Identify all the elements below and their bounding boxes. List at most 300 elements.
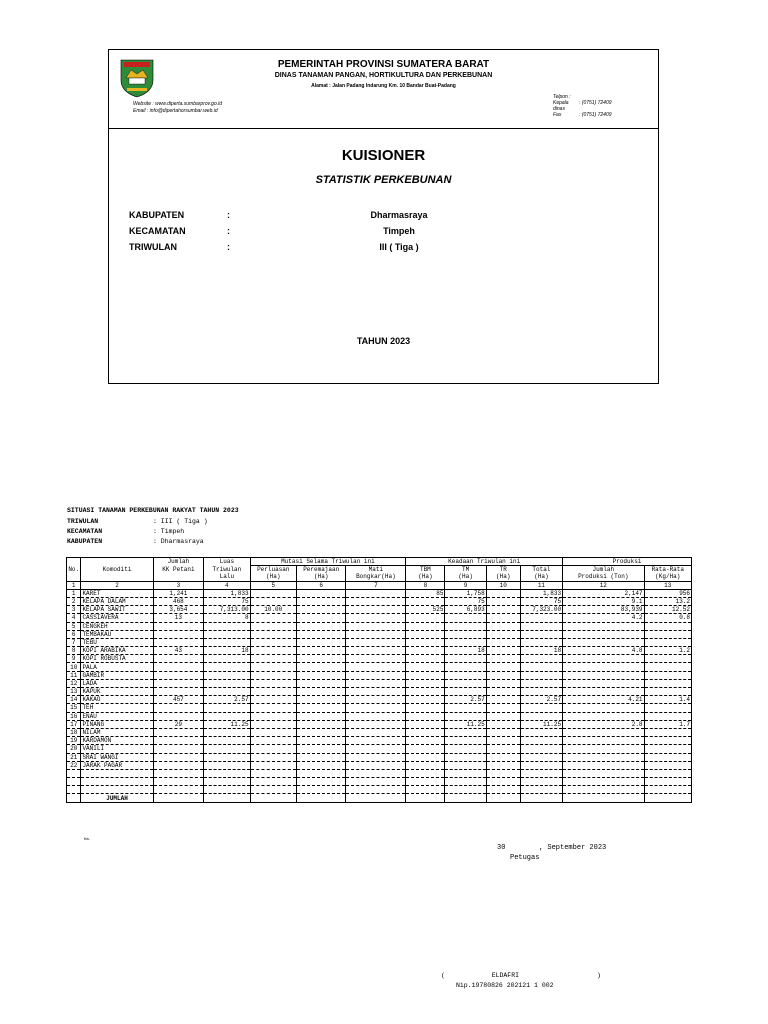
cell-perluasan: 10.00	[250, 606, 296, 614]
cell-perluasan	[250, 630, 296, 638]
cell-total	[520, 614, 562, 622]
cell-tm: 18	[445, 647, 486, 655]
signer-nip: Nip.19780826 202121 1 002	[456, 982, 554, 989]
col-number: 11	[520, 581, 562, 589]
cell-rata	[644, 655, 691, 663]
cell-peremajaan	[296, 589, 346, 597]
cell-perluasan	[250, 597, 296, 605]
cell-mati	[346, 704, 406, 712]
cell-jumlah	[563, 688, 644, 696]
col-jumlah-header-1: Jumlah	[563, 566, 644, 574]
cell-komoditi: VANILI	[81, 745, 153, 753]
cell-perluasan	[250, 622, 296, 630]
cell-kk	[153, 622, 204, 630]
cell-komoditi: PALA	[81, 663, 153, 671]
cell-kk	[153, 663, 204, 671]
cell-kk	[153, 761, 204, 769]
cell-tr	[486, 688, 520, 696]
cell-peremajaan	[296, 630, 346, 638]
cell-jumlah	[563, 655, 644, 663]
cell-no: 11	[67, 671, 81, 679]
cell-no: 18	[67, 728, 81, 736]
cell-tbm	[406, 696, 445, 704]
cell-peremajaan	[296, 638, 346, 646]
cell-tbm	[406, 614, 445, 622]
cell-komoditi	[81, 769, 153, 777]
cell-luas	[204, 622, 250, 630]
col-number: 10	[486, 581, 520, 589]
cell-total	[520, 679, 562, 687]
cell-tr	[486, 786, 520, 794]
cell-total	[520, 769, 562, 777]
col-tbm-header-1: TBM	[406, 566, 445, 574]
col-tr-header-1: TR	[486, 566, 520, 574]
phone-contact	[553, 94, 612, 118]
total-cell	[67, 794, 81, 802]
cell-total	[520, 655, 562, 663]
cell-tr	[486, 753, 520, 761]
cover-year: TAHUN 2023	[356, 336, 411, 346]
cell-tbm	[406, 778, 445, 786]
cell-luas	[204, 753, 250, 761]
web-contact	[133, 101, 222, 115]
cell-total: 7,323.00	[520, 606, 562, 614]
col-mati-header-2: Bongkar(Ha)	[346, 573, 406, 581]
cell-tr	[486, 778, 520, 786]
cell-luas	[204, 786, 250, 794]
cell-jumlah	[563, 753, 644, 761]
total-cell	[153, 794, 204, 802]
cell-peremajaan	[296, 679, 346, 687]
kecamatan-label: KECAMATAN	[129, 226, 186, 236]
cell-no: 1	[67, 589, 81, 597]
mutasi-group-header: Mutasi Selama Triwulan ini	[250, 558, 406, 566]
cell-peremajaan	[296, 622, 346, 630]
cell-rata	[644, 769, 691, 777]
cell-kk: 1,241	[153, 589, 204, 597]
cell-no: 6	[67, 630, 81, 638]
cell-tbm	[406, 753, 445, 761]
cell-peremajaan	[296, 753, 346, 761]
cell-mati	[346, 688, 406, 696]
cell-perluasan	[250, 712, 296, 720]
cell-mati	[346, 769, 406, 777]
telpon-label: Telpon :	[553, 94, 571, 100]
cell-total	[520, 671, 562, 679]
cell-tr	[486, 630, 520, 638]
col-number: 6	[296, 581, 346, 589]
table-row	[67, 630, 692, 638]
cell-tr	[486, 614, 520, 622]
cell-tm	[445, 728, 486, 736]
government-title: PEMERINTAH PROVINSI SUMATERA BARAT	[277, 59, 490, 70]
cell-tm	[445, 688, 486, 696]
table-row	[67, 769, 692, 777]
cell-mati	[346, 761, 406, 769]
cell-tm	[445, 638, 486, 646]
cell-jumlah	[563, 638, 644, 646]
cell-no: 3	[67, 606, 81, 614]
col-luas-header-3: Lalu	[204, 573, 250, 581]
cell-luas	[204, 745, 250, 753]
cell-total	[520, 704, 562, 712]
kabupaten-colon: :	[227, 210, 230, 220]
cell-no: 8	[67, 647, 81, 655]
situation-kabupaten-value: : Dharmasraya	[153, 538, 204, 545]
cell-peremajaan	[296, 786, 346, 794]
produksi-group-header: Produksi	[563, 558, 692, 566]
cell-tr	[486, 606, 520, 614]
table-row	[67, 761, 692, 769]
total-cell	[204, 794, 250, 802]
cell-kk: 43	[153, 647, 204, 655]
cell-perluasan	[250, 614, 296, 622]
table-row	[67, 712, 692, 720]
cell-rata	[644, 712, 691, 720]
cell-jumlah: 4.8	[563, 647, 644, 655]
cell-no: 9	[67, 655, 81, 663]
col-luas-header-1: Luas	[204, 558, 250, 566]
total-cell	[406, 794, 445, 802]
cell-komoditi: KAPUK	[81, 688, 153, 696]
cell-komoditi: KARET	[81, 589, 153, 597]
cell-perluasan	[250, 745, 296, 753]
cell-luas	[204, 761, 250, 769]
cell-komoditi: TEMBAKAU	[81, 630, 153, 638]
cell-komoditi: SRAI WANGI	[81, 753, 153, 761]
table-body	[67, 581, 692, 802]
table-row	[67, 679, 692, 687]
table-row	[67, 737, 692, 745]
col-number: 13	[644, 581, 691, 589]
cell-kk: 29	[153, 720, 204, 728]
cell-perluasan	[250, 647, 296, 655]
cell-kk: 3,654	[153, 606, 204, 614]
cell-komoditi	[81, 778, 153, 786]
cell-komoditi: JARAK PAGAR	[81, 761, 153, 769]
cell-total	[520, 737, 562, 745]
cell-tr	[486, 589, 520, 597]
cell-tm	[445, 679, 486, 687]
cell-peremajaan	[296, 737, 346, 745]
cell-tm	[445, 630, 486, 638]
cell-luas: 8	[204, 614, 250, 622]
kecamatan-colon: :	[227, 226, 230, 236]
cell-luas	[204, 663, 250, 671]
cell-tbm	[406, 720, 445, 728]
total-cell	[644, 794, 691, 802]
petugas-label: Petugas	[510, 854, 540, 862]
cell-jumlah	[563, 745, 644, 753]
cell-rata	[644, 753, 691, 761]
cell-mati	[346, 647, 406, 655]
cell-perluasan	[250, 737, 296, 745]
table-row	[67, 671, 692, 679]
total-cell	[563, 794, 644, 802]
situation-kabupaten-label: KABUPATEN	[67, 538, 103, 545]
cell-komoditi: NILAM	[81, 728, 153, 736]
col-number: 12	[563, 581, 644, 589]
cell-no: 20	[67, 745, 81, 753]
cell-tr	[486, 679, 520, 687]
table-row	[67, 614, 692, 622]
cell-total: 75	[520, 597, 562, 605]
col-kk-header-1: Jumlah	[153, 558, 204, 566]
cell-jumlah: 83,939	[563, 606, 644, 614]
cell-no: 13	[67, 688, 81, 696]
cell-perluasan	[250, 688, 296, 696]
triwulan-colon: :	[227, 242, 230, 252]
col-number: 1	[67, 581, 81, 589]
cell-kk	[153, 638, 204, 646]
cell-perluasan	[250, 655, 296, 663]
cell-peremajaan	[296, 728, 346, 736]
col-tbm-header-2: (Ha)	[406, 573, 445, 581]
cell-kk: 457	[153, 696, 204, 704]
cell-luas	[204, 737, 250, 745]
col-perluasan-header-1: Perluasan	[250, 566, 296, 574]
kepala-dinas-label: Kepala dinas	[553, 100, 569, 112]
cell-mati	[346, 753, 406, 761]
total-cell	[486, 794, 520, 802]
cell-peremajaan	[296, 745, 346, 753]
cell-tm	[445, 614, 486, 622]
cell-tbm	[406, 769, 445, 777]
cell-tm	[445, 704, 486, 712]
cell-no	[67, 778, 81, 786]
col-tm-header-1: TM	[445, 566, 486, 574]
cell-jumlah	[563, 679, 644, 687]
total-cell	[445, 794, 486, 802]
cell-tm: 11.25	[445, 720, 486, 728]
cell-perluasan	[250, 671, 296, 679]
cell-peremajaan	[296, 778, 346, 786]
fax-row	[553, 112, 612, 118]
total-cell	[346, 794, 406, 802]
cell-luas	[204, 688, 250, 696]
table-row	[67, 688, 692, 696]
cell-mati	[346, 679, 406, 687]
cell-luas	[204, 655, 250, 663]
table-row	[67, 720, 692, 728]
cell-jumlah	[563, 704, 644, 712]
cover-subtitle: STATISTIK PERKEBUNAN	[315, 174, 452, 186]
cell-mati	[346, 745, 406, 753]
cell-kk	[153, 671, 204, 679]
cell-tm	[445, 622, 486, 630]
cell-rata	[644, 728, 691, 736]
cell-kk	[153, 753, 204, 761]
col-kk-header-2: KK Petani	[153, 566, 204, 574]
cell-tbm	[406, 745, 445, 753]
cell-luas	[204, 778, 250, 786]
cell-no: 7	[67, 638, 81, 646]
cell-kk: 13	[153, 614, 204, 622]
cell-jumlah	[563, 630, 644, 638]
cell-peremajaan	[296, 655, 346, 663]
cell-tr	[486, 696, 520, 704]
cell-mati	[346, 663, 406, 671]
cell-jumlah	[563, 663, 644, 671]
cell-tbm	[406, 622, 445, 630]
kepala-dinas-value: : (0751) 72409	[579, 100, 612, 106]
cell-no	[67, 769, 81, 777]
col-jumlah-header-2: Produksi (Ton)	[563, 573, 644, 581]
cell-total	[520, 663, 562, 671]
cell-mati	[346, 614, 406, 622]
cell-jumlah	[563, 622, 644, 630]
cell-jumlah	[563, 769, 644, 777]
cell-luas	[204, 630, 250, 638]
cover-box	[108, 49, 659, 384]
cell-no: 4	[67, 614, 81, 622]
cell-perluasan	[250, 778, 296, 786]
cell-kk	[153, 688, 204, 696]
cell-tr	[486, 704, 520, 712]
cell-tbm	[406, 704, 445, 712]
col-tr-header-2: (Ha)	[486, 573, 520, 581]
table-row	[67, 622, 692, 630]
cell-tm: 6,893	[445, 606, 486, 614]
total-label: JUMLAH	[81, 794, 153, 802]
cell-no: 10	[67, 663, 81, 671]
keadaan-group-header: Keadaan Triwulan ini	[406, 558, 563, 566]
cell-tm: 75	[445, 597, 486, 605]
cell-tbm	[406, 663, 445, 671]
cell-tbm	[406, 655, 445, 663]
cell-kk	[153, 778, 204, 786]
cell-peremajaan	[296, 769, 346, 777]
cell-mati	[346, 737, 406, 745]
cell-luas: 18	[204, 647, 250, 655]
cell-total	[520, 630, 562, 638]
table-row	[67, 778, 692, 786]
cell-komoditi	[81, 786, 153, 794]
situation-kecamatan-label: KECAMATAN	[67, 528, 103, 535]
cell-tbm	[406, 786, 445, 794]
cell-komoditi: KARDAMON	[81, 737, 153, 745]
cell-peremajaan	[296, 704, 346, 712]
cell-tr	[486, 728, 520, 736]
header-row-2	[67, 566, 692, 574]
cell-jumlah: 2.8	[563, 720, 644, 728]
cell-komoditi: CENGKEH	[81, 622, 153, 630]
cell-komoditi: KAKAO	[81, 696, 153, 704]
cell-rata	[644, 688, 691, 696]
header-row-3	[67, 573, 692, 581]
cell-kk	[153, 745, 204, 753]
cell-rata: 13.2	[644, 597, 691, 605]
cell-tm	[445, 655, 486, 663]
cell-tr	[486, 663, 520, 671]
cell-komoditi: PINANG	[81, 720, 153, 728]
table-row	[67, 728, 692, 736]
cell-rata	[644, 671, 691, 679]
col-rata-header-2: (Kg/Ha)	[644, 573, 691, 581]
cell-mati	[346, 712, 406, 720]
table-row	[67, 704, 692, 712]
cell-tr	[486, 745, 520, 753]
fax-value: : (0751) 72409	[579, 112, 612, 118]
cell-luas: 1,833	[204, 589, 250, 597]
cell-jumlah	[563, 712, 644, 720]
table-row	[67, 589, 692, 597]
cell-tr	[486, 671, 520, 679]
cell-kk	[153, 655, 204, 663]
cell-luas	[204, 728, 250, 736]
cell-jumlah: 2,147	[563, 589, 644, 597]
cell-mati	[346, 720, 406, 728]
cell-komoditi: ENAU	[81, 712, 153, 720]
cell-tr	[486, 720, 520, 728]
cell-perluasan	[250, 663, 296, 671]
cell-perluasan	[250, 589, 296, 597]
cell-peremajaan	[296, 614, 346, 622]
cell-peremajaan	[296, 671, 346, 679]
cell-kk	[153, 679, 204, 687]
cell-perluasan	[250, 696, 296, 704]
website-line[interactable]: Website : www.diperta.sumbarprov.go.id	[133, 101, 223, 107]
cell-rata	[644, 786, 691, 794]
cell-mati	[346, 630, 406, 638]
cell-mati	[346, 589, 406, 597]
cell-rata	[644, 630, 691, 638]
kepala-dinas-row	[553, 100, 612, 112]
situation-title: SITUASI TANAMAN PERKEBUNAN RAKYAT TAHUN 2023	[67, 507, 239, 514]
cell-tr	[486, 622, 520, 630]
cell-rata: 1.4	[644, 696, 691, 704]
col-komoditi-header: Komoditi	[81, 558, 153, 582]
cell-luas	[204, 671, 250, 679]
cell-jumlah	[563, 737, 644, 745]
cell-mati	[346, 696, 406, 704]
signer-name: ( ELDAFRI )	[441, 972, 601, 979]
table-row	[67, 663, 692, 671]
sign-date: 30 , September 2023	[497, 844, 607, 852]
col-number: 7	[346, 581, 406, 589]
cell-tm	[445, 753, 486, 761]
cell-tbm	[406, 728, 445, 736]
cell-rata: 0.8	[644, 614, 691, 622]
cover-title: KUISIONER	[341, 147, 426, 164]
cell-rata	[644, 745, 691, 753]
cell-total: 18	[520, 647, 562, 655]
cell-luas	[204, 769, 250, 777]
total-cell	[250, 794, 296, 802]
col-no-header: No.	[67, 558, 81, 582]
department-title: DINAS TANAMAN PANGAN, HORTIKULTURA DAN PERKEBUNAN	[274, 72, 493, 79]
cell-no	[67, 786, 81, 794]
col-number: 8	[406, 581, 445, 589]
cell-komoditi: TEBU	[81, 638, 153, 646]
cell-perluasan	[250, 761, 296, 769]
col-number: 2	[81, 581, 153, 589]
cell-jumlah	[563, 761, 644, 769]
cell-rata: 956	[644, 589, 691, 597]
col-perluasan-header-2: (Ha)	[250, 573, 296, 581]
cell-no: 2	[67, 597, 81, 605]
cell-tr	[486, 638, 520, 646]
cell-no: 21	[67, 753, 81, 761]
cell-rata	[644, 638, 691, 646]
cell-luas: 75	[204, 597, 250, 605]
cell-tbm	[406, 688, 445, 696]
cell-luas	[204, 712, 250, 720]
cell-rata	[644, 663, 691, 671]
cell-no: 14	[67, 696, 81, 704]
email-line[interactable]: Email : info@dipertahorsumbar.web.id	[133, 108, 218, 114]
cell-total	[520, 622, 562, 630]
